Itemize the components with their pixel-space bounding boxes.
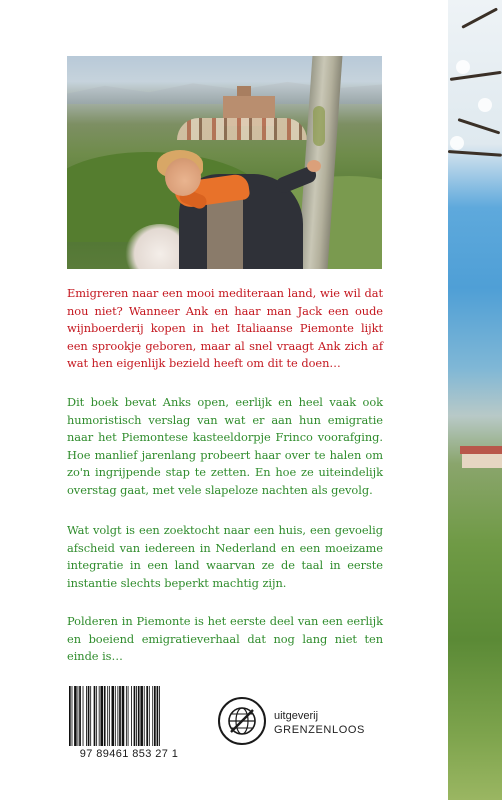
barcode-bar <box>136 686 137 746</box>
blurb-paragraph-2: Dit boek bevat Anks open, eerlijk en heel vaak ook humoristisch verslag van wat er aan hun emigratie naar het Piemontese kasteeldorpje Frinco voorafging. Hoe manlief jarenlang probeert haar over te halen om zo'n ingrijpende stap te zetten. En hoe ze uiteindelijk overstag gaat, met vele slapeloze nachten als gevolg. <box>67 395 383 497</box>
barcode-bar <box>74 686 77 746</box>
barcode-bar <box>112 686 115 746</box>
photo-person-hand <box>307 160 321 172</box>
barcode-bar <box>122 686 125 746</box>
barcode-bar <box>79 686 81 746</box>
barcode-bar <box>107 686 108 746</box>
author-photo <box>67 56 382 269</box>
spine-blossom <box>478 98 492 112</box>
isbn-number: 97 89461 853 27 1 <box>79 748 179 760</box>
spine-branch <box>448 150 502 157</box>
spine-branch <box>458 118 501 134</box>
barcode-bar <box>134 686 136 746</box>
blurb-paragraph-3: Wat volgt is een zoektocht naar een huis, een gevoelig afscheid van iedereen in Nederland en een moeizame integratie in een land waarvan ze de taal in eerste instantie slechts beperkt machtig zijn. <box>67 523 383 590</box>
barcode-bar <box>69 686 71 746</box>
barcode-bar <box>159 686 160 746</box>
barcode-bar <box>117 686 118 746</box>
barcode-bar <box>72 686 73 746</box>
barcode-bar <box>128 686 129 746</box>
barcode-bars <box>67 686 191 746</box>
barcode-bar <box>100 686 103 746</box>
barcode-bar <box>96 686 97 746</box>
photo-person-head <box>165 158 201 196</box>
front-cover-edge <box>448 0 502 800</box>
spine-roof <box>460 446 502 454</box>
barcode-bar <box>86 686 87 746</box>
spine-branch <box>461 7 498 28</box>
barcode-bar <box>88 686 90 746</box>
barcode-bar <box>138 686 140 746</box>
barcode-bar <box>104 686 106 746</box>
isbn-barcode <box>67 686 191 776</box>
barcode-bar <box>152 686 153 746</box>
globe-icon <box>217 696 267 746</box>
barcode-bar <box>78 686 79 746</box>
barcode-bar <box>126 686 127 746</box>
publisher-label: uitgeverij <box>274 710 319 722</box>
blurb-paragraph-4: Polderen in Piemonte is het eerste deel van een eerlijk en boeiend emigratieverhaal dat nog lang niet ten einde is… <box>67 614 383 663</box>
barcode-bar <box>115 686 116 746</box>
blurb-intro: Emigreren naar een mooi mediteraan land, wie wil dat nou niet? Wanneer Ank en haar man Jack een oude wijnboerderij kopen in het Italiaanse Piemonte lijkt een sprookje geboren, maar al snel vraagt Ank zich af wat hen eigenlijk bezield heeft om dit te doen… <box>67 286 383 370</box>
barcode-bar <box>94 686 96 746</box>
photo-village <box>177 118 307 140</box>
spine-blossom <box>450 136 464 150</box>
barcode-bar <box>119 686 121 746</box>
barcode-bar <box>144 686 145 746</box>
barcode-bar <box>83 686 84 746</box>
barcode-bar <box>154 686 156 746</box>
barcode-bar <box>149 686 150 746</box>
barcode-bar <box>140 686 143 746</box>
photo-person-shirt <box>207 198 243 269</box>
spine-blossom <box>456 60 470 74</box>
barcode-bar <box>146 686 148 746</box>
barcode-bar <box>90 686 91 746</box>
publisher-name: GRENZENLOOS <box>274 724 365 736</box>
barcode-bar <box>99 686 100 746</box>
barcode-bar <box>131 686 132 746</box>
barcode-bar <box>157 686 159 746</box>
spine-building <box>462 452 502 468</box>
photo-trunk-moss <box>313 106 325 146</box>
barcode-bar <box>109 686 110 746</box>
